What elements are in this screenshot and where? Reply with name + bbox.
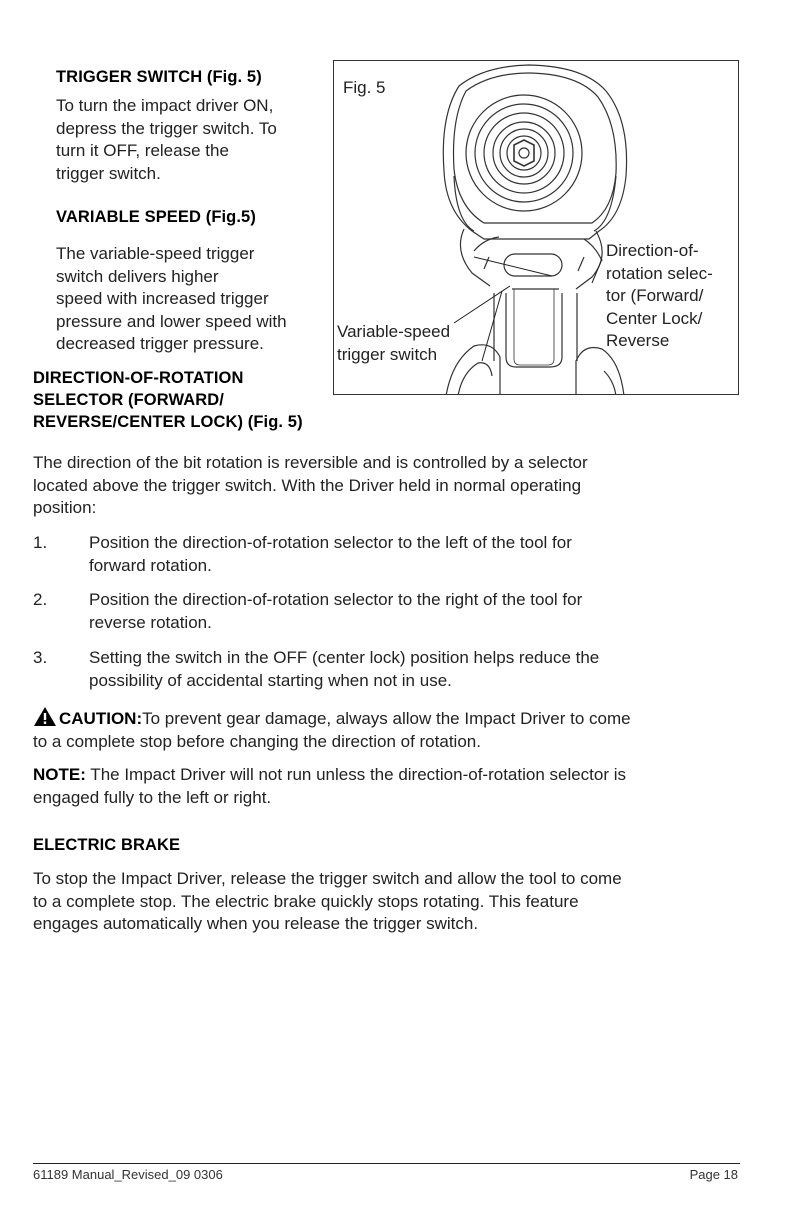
text-line: switch delivers higher <box>56 266 219 286</box>
trigger-switch-paragraph <box>56 95 277 185</box>
text-line: engages automatically when you release the trigger switch. <box>33 914 479 933</box>
list-number: 2. <box>33 590 48 609</box>
text-line: Position the direction-of-rotation selector to the left of the tool for <box>89 533 572 552</box>
text-line: The variable-speed trigger <box>56 244 255 263</box>
caution-text: To prevent gear damage, always allow the Impact Driver to come <box>142 709 631 728</box>
direction-selector-heading <box>33 367 303 433</box>
trigger-switch-heading: TRIGGER SWITCH (Fig. 5) <box>56 68 262 86</box>
footer-divider <box>33 1163 740 1164</box>
heading-line: DIRECTION-OF-ROTATION <box>33 369 244 387</box>
variable-speed-paragraph <box>56 243 287 356</box>
text-line: To turn the impact driver ON, <box>56 96 274 115</box>
text-line: located above the trigger switch. With the Driver held in normal operating <box>33 475 582 495</box>
note-block <box>33 764 626 809</box>
label-line: rotation selec- <box>606 263 713 283</box>
text-line: pressure and lower speed with <box>56 311 287 331</box>
list-number: 3. <box>33 648 48 667</box>
text-line: trigger switch. <box>56 163 161 183</box>
label-line: Center Lock/ <box>606 308 703 328</box>
text-line: To stop the Impact Driver, release the trigger switch and allow the tool to come <box>33 869 622 888</box>
direction-selector-label <box>606 240 713 353</box>
text-line: engaged fully to the left or right. <box>33 787 272 807</box>
text-line: possibility of accidental starting when not in use. <box>89 670 452 690</box>
label-line: tor (Forward/ <box>606 286 704 305</box>
text-line: decreased trigger pressure. <box>56 334 264 353</box>
text-line: to a complete stop before changing the direction of rotation. <box>33 731 481 751</box>
text-line: forward rotation. <box>89 555 212 575</box>
text-line: Position the direction-of-rotation selector to the right of the tool for <box>89 590 583 609</box>
text-line: speed with increased trigger <box>56 289 269 308</box>
text-line: depress the trigger switch. To <box>56 118 277 138</box>
caution-label: CAUTION: <box>59 709 143 728</box>
heading-line: SELECTOR (FORWARD/ <box>33 391 224 409</box>
note-text: The Impact Driver will not run unless the direction-of-rotation selector is <box>85 765 627 784</box>
electric-brake-heading: ELECTRIC BRAKE <box>33 836 181 854</box>
caution-line <box>33 706 631 731</box>
label-line: Variable-speed <box>337 322 451 341</box>
label-line: trigger switch <box>337 344 438 364</box>
warning-icon <box>33 706 57 727</box>
page-number: Page 18 <box>689 1167 738 1182</box>
figure-5 <box>333 60 739 395</box>
text-line: turn it OFF, release the <box>56 141 229 160</box>
direction-intro-paragraph <box>33 452 588 520</box>
note-line <box>33 764 626 787</box>
footer-document-id: 61189 Manual_Revised_09 0306 <box>33 1167 223 1182</box>
list-number: 1. <box>33 533 48 552</box>
variable-speed-heading: VARIABLE SPEED (Fig.5) <box>56 208 256 226</box>
heading-line: REVERSE/CENTER LOCK) (Fig. 5) <box>33 413 303 431</box>
text-line: to a complete stop. The electric brake quickly stops rotating. This feature <box>33 891 579 911</box>
text-line: Setting the switch in the OFF (center lock) position helps reduce the <box>89 648 600 667</box>
electric-brake-paragraph <box>33 868 622 936</box>
text-line: reverse rotation. <box>89 612 212 632</box>
label-line: Direction-of- <box>606 241 699 260</box>
caution-block <box>33 706 631 753</box>
text-line: The direction of the bit rotation is reversible and is controlled by a selector <box>33 453 588 472</box>
figure-title: Fig. 5 <box>343 78 386 97</box>
text-line: position: <box>33 498 97 517</box>
note-label: NOTE: <box>33 765 86 784</box>
trigger-switch-label <box>337 321 450 366</box>
label-line: Reverse <box>606 331 670 350</box>
